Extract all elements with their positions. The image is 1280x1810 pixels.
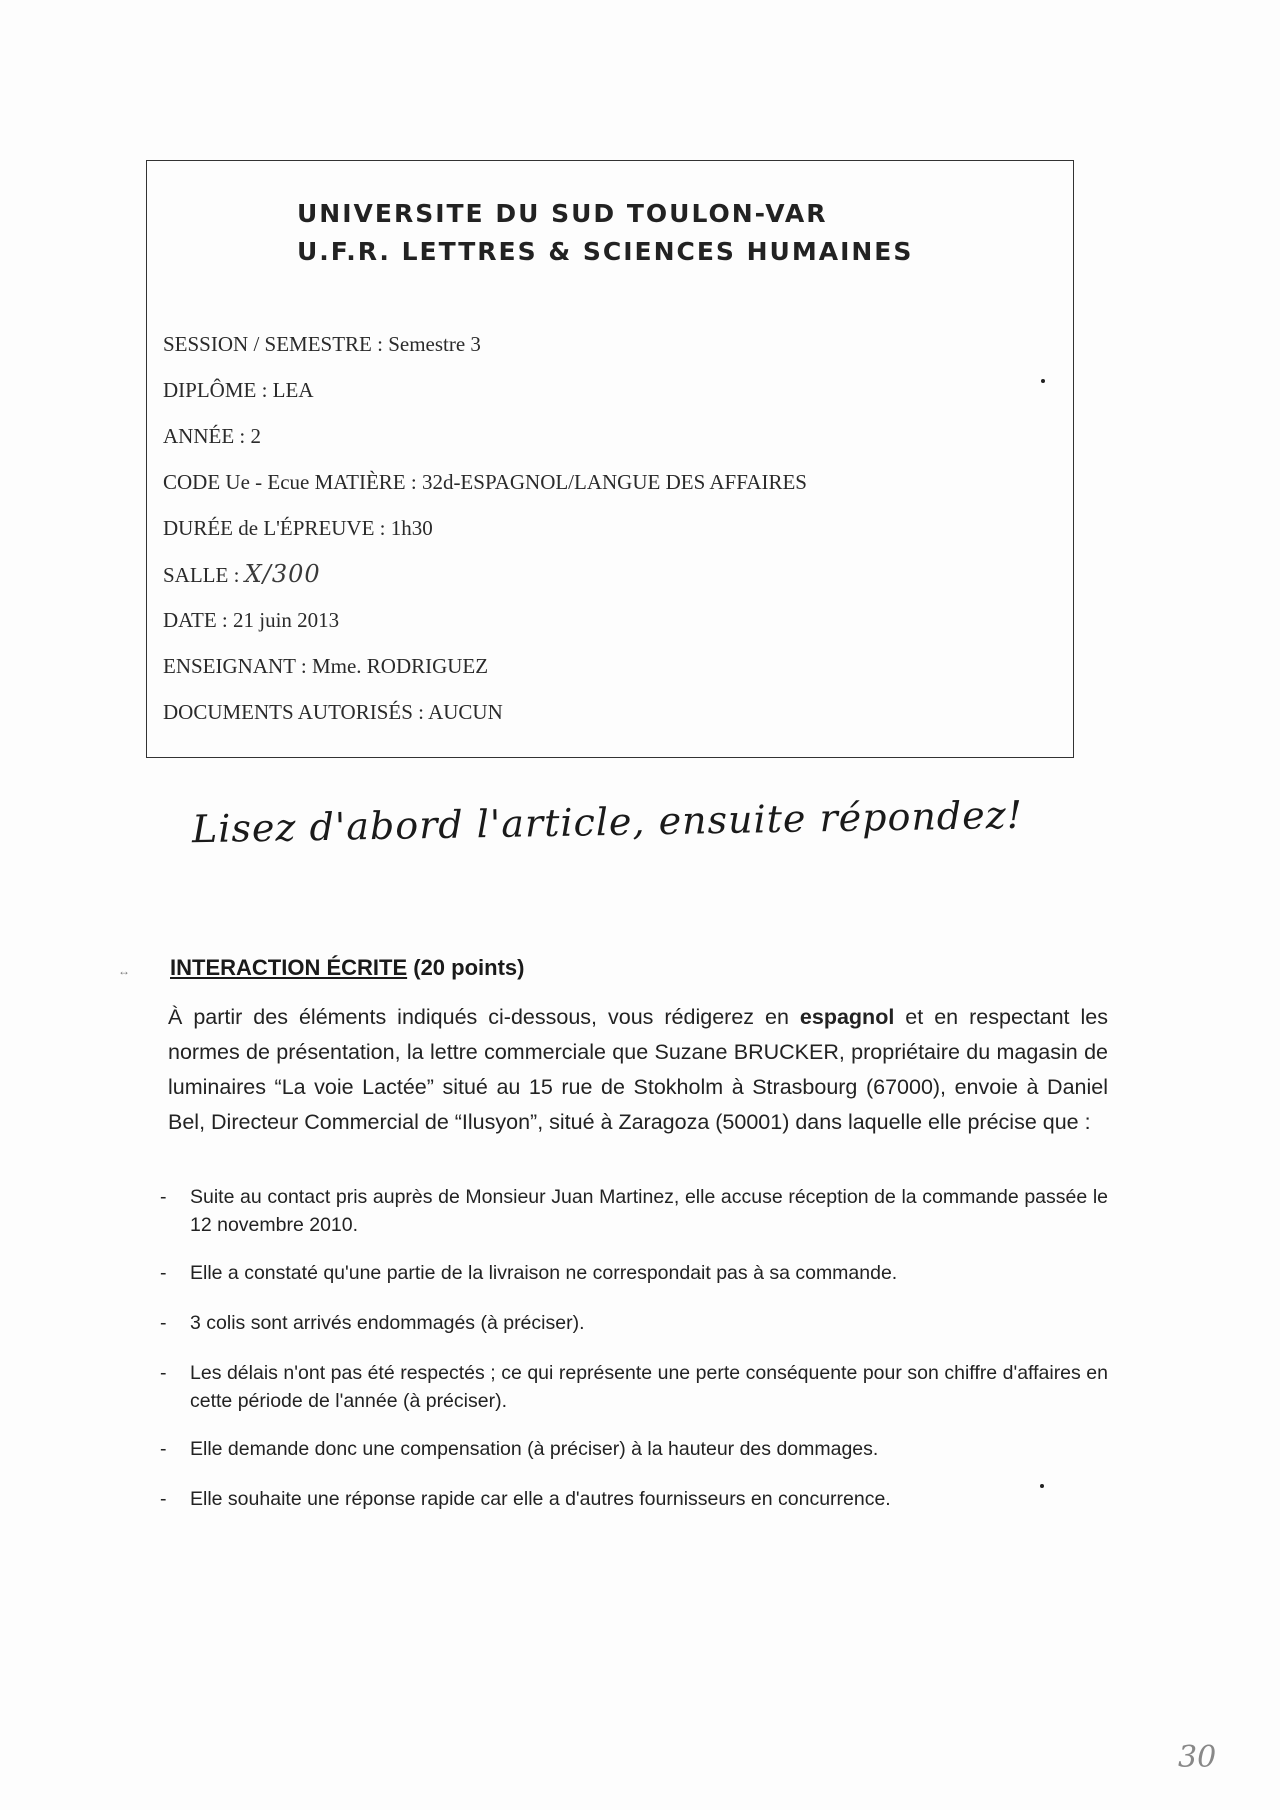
exam-info-list: [163, 321, 807, 735]
salle-handwritten-value: X/300: [244, 560, 321, 588]
code-line: CODE Ue - Ecue MATIÈRE : 32d-ESPAGNOL/LANGUE DES AFFAIRES: [163, 470, 807, 494]
task-points-list: [158, 1183, 1108, 1513]
list-item-text: Elle demande donc une compensation (à préciser) à la hauteur des dommages.: [190, 1438, 879, 1460]
list-item: [158, 1259, 1108, 1287]
bullet-dash-icon: -: [160, 1362, 167, 1384]
task-instructions: [168, 1000, 1108, 1140]
annee-line: ANNÉE : 2: [163, 424, 261, 448]
list-item: [158, 1309, 1108, 1337]
salle-line: [163, 551, 807, 597]
list-item: [158, 1435, 1108, 1463]
documents-line: DOCUMENTS AUTORISÉS : AUCUN: [163, 700, 503, 724]
list-item-text: Elle souhaite une réponse rapide car elle a d'autres fournisseurs en concurrence.: [190, 1488, 891, 1510]
list-item: [158, 1183, 1108, 1239]
session-line: SESSION / SEMESTRE : Semestre 3: [163, 332, 481, 356]
intro-part-1: À partir des éléments indiqués ci-dessous, vous rédigerez en: [168, 1005, 800, 1029]
bullet-dash-icon: -: [160, 1186, 167, 1208]
salle-label: SALLE :: [163, 563, 245, 587]
bullet-dash-icon: -: [160, 1312, 167, 1334]
handwritten-instruction: Lisez d'abord l'article, ensuite répondez!: [191, 792, 1024, 852]
list-item-text: Suite au contact pris auprès de Monsieur Juan Martinez, elle accuse réception de la commande passée le 12 novembre 2010.: [190, 1186, 1108, 1236]
bullet-dash-icon: -: [160, 1488, 167, 1510]
section-title: INTERACTION ÉCRITE: [170, 955, 408, 980]
list-item-text: Les délais n'ont pas été respectés ; ce qui représente une perte conséquente pour son chiffre d'affaires en cette période de l'année (à préciser).: [190, 1362, 1108, 1412]
stray-dot-mark: [1040, 1484, 1044, 1488]
faculty-name: U.F.R. LETTRES & SCIENCES HUMAINES: [297, 237, 914, 266]
enseignant-line: ENSEIGNANT : Mme. RODRIGUEZ: [163, 654, 489, 678]
stray-dot-mark: [1041, 379, 1045, 383]
list-item: [158, 1485, 1108, 1513]
bullet-dash-icon: -: [160, 1262, 167, 1284]
university-name: UNIVERSITE DU SUD TOULON-VAR: [297, 199, 828, 228]
exam-header-box: [146, 160, 1074, 758]
section-points: (20 points): [407, 955, 525, 980]
page-number: 30: [1178, 1740, 1217, 1775]
list-item-text: Elle a constaté qu'une partie de la livraison ne correspondait pas à sa commande.: [190, 1262, 898, 1284]
section-margin-mark: ↔: [118, 964, 130, 978]
date-line: DATE : 21 juin 2013: [163, 608, 340, 632]
duree-line: DURÉE de L'ÉPREUVE : 1h30: [163, 516, 433, 540]
intro-part-2: et en respectant les normes de présentation, la lettre commerciale que Suzane BRUCKER, propriétaire du magasin de luminaires “La voie Lactée” situé au 15 rue de Stokholm à Strasbourg (67000), envoie à Daniel Bel, Directeur Commercial de “Ilusyon”, situé à Zaragoza (50001) dans laquelle elle précise que :: [168, 1005, 1108, 1134]
institution-title: [297, 195, 913, 271]
section-heading: [170, 955, 524, 981]
intro-language-bold: espagnol: [799, 1005, 895, 1029]
list-item-text: 3 colis sont arrivés endommagés (à préciser).: [190, 1312, 585, 1334]
bullet-dash-icon: -: [160, 1438, 167, 1460]
diplome-line: DIPLÔME : LEA: [163, 378, 314, 402]
list-item: [158, 1359, 1108, 1415]
